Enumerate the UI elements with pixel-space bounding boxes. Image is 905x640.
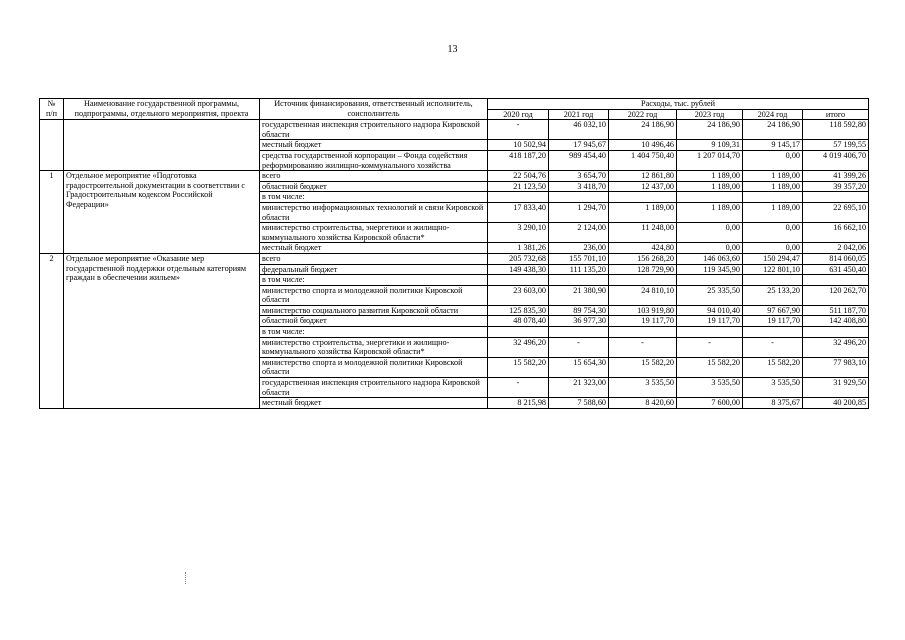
funding-source: в том числе: xyxy=(260,327,488,338)
amount-cell: 3 418,70 xyxy=(549,181,609,192)
amount-cell: 236,00 xyxy=(549,243,609,254)
amount-cell xyxy=(549,192,609,203)
measure-name xyxy=(64,120,260,171)
amount-cell: - xyxy=(743,337,803,357)
amount-cell: 0,00 xyxy=(677,223,743,243)
amount-cell: 1 189,00 xyxy=(743,202,803,222)
amount-cell: - xyxy=(677,337,743,357)
header-year: 2022 год xyxy=(609,109,677,120)
amount-cell: 11 248,00 xyxy=(609,223,677,243)
amount-cell: 23 603,00 xyxy=(488,285,549,305)
amount-cell: 25 133,20 xyxy=(743,285,803,305)
amount-cell: 631 450,40 xyxy=(803,264,869,275)
amount-cell: 103 919,80 xyxy=(609,305,677,316)
header-year: 2020 год xyxy=(488,109,549,120)
page-number: 13 xyxy=(447,44,458,55)
amount-cell: 19 117,70 xyxy=(609,316,677,327)
funding-source: средства государственной корпорации – Фонда содействия реформированию жилищно-коммунального хозяйства xyxy=(260,150,488,170)
amount-cell: 4 019 406,70 xyxy=(803,150,869,170)
funding-source: в том числе: xyxy=(260,192,488,203)
amount-cell: 0,00 xyxy=(743,223,803,243)
amount-cell xyxy=(803,327,869,338)
amount-cell xyxy=(743,275,803,286)
amount-cell: 15 582,20 xyxy=(488,357,549,377)
amount-cell: 24 186,90 xyxy=(743,120,803,140)
amount-cell: 146 063,60 xyxy=(677,253,743,264)
header-name: Наименование государственной программы, подпрограммы, отдельного мероприятия, проекта xyxy=(64,99,260,120)
amount-cell: 24 186,90 xyxy=(677,120,743,140)
amount-cell: 118 592,80 xyxy=(803,120,869,140)
amount-cell: 17 833,40 xyxy=(488,202,549,222)
funding-source: министерство строительства, энергетики и жилищно-коммунального хозяйства Кировской области* xyxy=(260,223,488,243)
amount-cell xyxy=(609,327,677,338)
amount-cell: 48 078,40 xyxy=(488,316,549,327)
amount-cell: 32 496,20 xyxy=(803,337,869,357)
amount-cell xyxy=(609,192,677,203)
amount-cell xyxy=(743,327,803,338)
amount-cell: 1 207 014,70 xyxy=(677,150,743,170)
amount-cell: 128 729,90 xyxy=(609,264,677,275)
amount-cell: 15 582,20 xyxy=(743,357,803,377)
amount-cell: 3 290,10 xyxy=(488,223,549,243)
amount-cell xyxy=(488,327,549,338)
table-header xyxy=(40,99,869,120)
amount-cell: 57 199,55 xyxy=(803,140,869,151)
amount-cell: 10 496,46 xyxy=(609,140,677,151)
amount-cell: 77 983,10 xyxy=(803,357,869,377)
amount-cell: 0,00 xyxy=(743,243,803,254)
funding-source: министерство строительства, энергетики и жилищно-коммунального хозяйства Кировской области* xyxy=(260,337,488,357)
amount-cell xyxy=(803,192,869,203)
amount-cell: 40 200,85 xyxy=(803,398,869,409)
amount-cell: 19 117,70 xyxy=(677,316,743,327)
funding-source: в том числе: xyxy=(260,275,488,286)
amount-cell: 8 215,98 xyxy=(488,398,549,409)
amount-cell: 814 060,05 xyxy=(803,253,869,264)
amount-cell: 125 835,30 xyxy=(488,305,549,316)
funding-source: государственная инспекция строительного надзора Кировской области xyxy=(260,378,488,398)
amount-cell: 1 381,26 xyxy=(488,243,549,254)
amount-cell: 1 404 750,40 xyxy=(609,150,677,170)
budget-table xyxy=(39,98,869,409)
amount-cell: 12 861,80 xyxy=(609,171,677,182)
amount-cell: 19 117,70 xyxy=(743,316,803,327)
amount-cell: 21 323,00 xyxy=(549,378,609,398)
amount-cell: 8 375,67 xyxy=(743,398,803,409)
amount-cell: 1 294,70 xyxy=(549,202,609,222)
scan-mark xyxy=(185,572,187,584)
amount-cell: 15 654,30 xyxy=(549,357,609,377)
table-body xyxy=(40,120,869,409)
amount-cell: 7 588,60 xyxy=(549,398,609,409)
amount-cell: 2 042,06 xyxy=(803,243,869,254)
header-year: итого xyxy=(803,109,869,120)
row-number: 1 xyxy=(40,171,64,254)
amount-cell: 119 345,90 xyxy=(677,264,743,275)
funding-source: местный бюджет xyxy=(260,398,488,409)
amount-cell: 418 187,20 xyxy=(488,150,549,170)
funding-source: всего xyxy=(260,171,488,182)
amount-cell: 155 701,10 xyxy=(549,253,609,264)
amount-cell: 111 135,20 xyxy=(549,264,609,275)
amount-cell: 149 438,30 xyxy=(488,264,549,275)
amount-cell: 1 189,00 xyxy=(677,171,743,182)
amount-cell: 1 189,00 xyxy=(743,181,803,192)
amount-cell: 156 268,20 xyxy=(609,253,677,264)
header-source: Источник финансирования, ответственный исполнитель, соисполнитель xyxy=(260,99,488,120)
header-year: 2024 год xyxy=(743,109,803,120)
amount-cell: 1 189,00 xyxy=(677,202,743,222)
funding-source: местный бюджет xyxy=(260,243,488,254)
amount-cell: 17 945,67 xyxy=(549,140,609,151)
funding-source: министерство социального развития Кировской области xyxy=(260,305,488,316)
amount-cell: 150 294,47 xyxy=(743,253,803,264)
row-number xyxy=(40,120,64,171)
amount-cell xyxy=(488,192,549,203)
amount-cell xyxy=(677,192,743,203)
funding-source: местный бюджет xyxy=(260,140,488,151)
amount-cell: 0,00 xyxy=(743,150,803,170)
amount-cell: 142 408,80 xyxy=(803,316,869,327)
amount-cell: 9 145,17 xyxy=(743,140,803,151)
funding-source: областной бюджет xyxy=(260,316,488,327)
amount-cell: 3 654,70 xyxy=(549,171,609,182)
amount-cell: 31 929,50 xyxy=(803,378,869,398)
amount-cell: 424,80 xyxy=(609,243,677,254)
amount-cell: 16 662,10 xyxy=(803,223,869,243)
amount-cell: 15 582,20 xyxy=(609,357,677,377)
amount-cell: 21 380,90 xyxy=(549,285,609,305)
funding-source: федеральный бюджет xyxy=(260,264,488,275)
amount-cell: 1 189,00 xyxy=(677,181,743,192)
funding-source: министерство информационных технологий и связи Кировской области xyxy=(260,202,488,222)
table-row xyxy=(40,253,869,264)
amount-cell: 7 600,00 xyxy=(677,398,743,409)
amount-cell xyxy=(549,327,609,338)
amount-cell: 3 535,50 xyxy=(609,378,677,398)
amount-cell: - xyxy=(609,337,677,357)
amount-cell: 3 535,50 xyxy=(743,378,803,398)
funding-source: областной бюджет xyxy=(260,181,488,192)
funding-source: всего xyxy=(260,253,488,264)
measure-name: Отдельное мероприятие «Подготовка градостроительной документации в соответствии с Градостроительным кодексом Российской Федерации» xyxy=(64,171,260,254)
amount-cell: 39 357,20 xyxy=(803,181,869,192)
amount-cell xyxy=(609,275,677,286)
amount-cell: 10 502,94 xyxy=(488,140,549,151)
amount-cell: 22 504,76 xyxy=(488,171,549,182)
amount-cell: 32 496,20 xyxy=(488,337,549,357)
funding-source: государственная инспекция строительного надзора Кировской области xyxy=(260,120,488,140)
amount-cell: 36 977,30 xyxy=(549,316,609,327)
header-year: 2023 год xyxy=(677,109,743,120)
amount-cell: 94 010,40 xyxy=(677,305,743,316)
amount-cell: 22 695,10 xyxy=(803,202,869,222)
amount-cell: 8 420,60 xyxy=(609,398,677,409)
amount-cell: 24 186,90 xyxy=(609,120,677,140)
amount-cell: 12 437,00 xyxy=(609,181,677,192)
amount-cell: 15 582,20 xyxy=(677,357,743,377)
amount-cell: 511 187,70 xyxy=(803,305,869,316)
amount-cell: 9 109,31 xyxy=(677,140,743,151)
amount-cell xyxy=(803,275,869,286)
header-expenses: Расходы, тыс. рублей xyxy=(488,99,869,110)
amount-cell: 97 667,90 xyxy=(743,305,803,316)
amount-cell: 0,00 xyxy=(677,243,743,254)
amount-cell xyxy=(677,275,743,286)
amount-cell: 25 335,50 xyxy=(677,285,743,305)
amount-cell: 122 801,10 xyxy=(743,264,803,275)
amount-cell: - xyxy=(549,337,609,357)
row-number: 2 xyxy=(40,253,64,408)
amount-cell: 3 535,50 xyxy=(677,378,743,398)
amount-cell: 46 032,10 xyxy=(549,120,609,140)
amount-cell xyxy=(549,275,609,286)
funding-source: министерство спорта и молодежной политики Кировской области xyxy=(260,285,488,305)
amount-cell: 41 399,26 xyxy=(803,171,869,182)
header-number: № п/п xyxy=(40,99,64,120)
table-row xyxy=(40,171,869,182)
amount-cell: 120 262,70 xyxy=(803,285,869,305)
amount-cell: 205 732,68 xyxy=(488,253,549,264)
amount-cell xyxy=(743,192,803,203)
amount-cell xyxy=(488,275,549,286)
amount-cell: 21 123,50 xyxy=(488,181,549,192)
amount-cell: 2 124,00 xyxy=(549,223,609,243)
table-row xyxy=(40,120,869,140)
amount-cell xyxy=(677,327,743,338)
amount-cell: 1 189,00 xyxy=(743,171,803,182)
amount-cell: - xyxy=(488,378,549,398)
amount-cell: 24 810,10 xyxy=(609,285,677,305)
amount-cell: 89 754,30 xyxy=(549,305,609,316)
amount-cell: 989 454,40 xyxy=(549,150,609,170)
amount-cell: 1 189,00 xyxy=(609,202,677,222)
measure-name: Отдельное мероприятие «Оказание мер государственной поддержки отдельным категориям граждан в обеспечении жильем» xyxy=(64,253,260,408)
header-year: 2021 год xyxy=(549,109,609,120)
amount-cell: - xyxy=(488,120,549,140)
funding-source: министерство спорта и молодежной политики Кировской области xyxy=(260,357,488,377)
